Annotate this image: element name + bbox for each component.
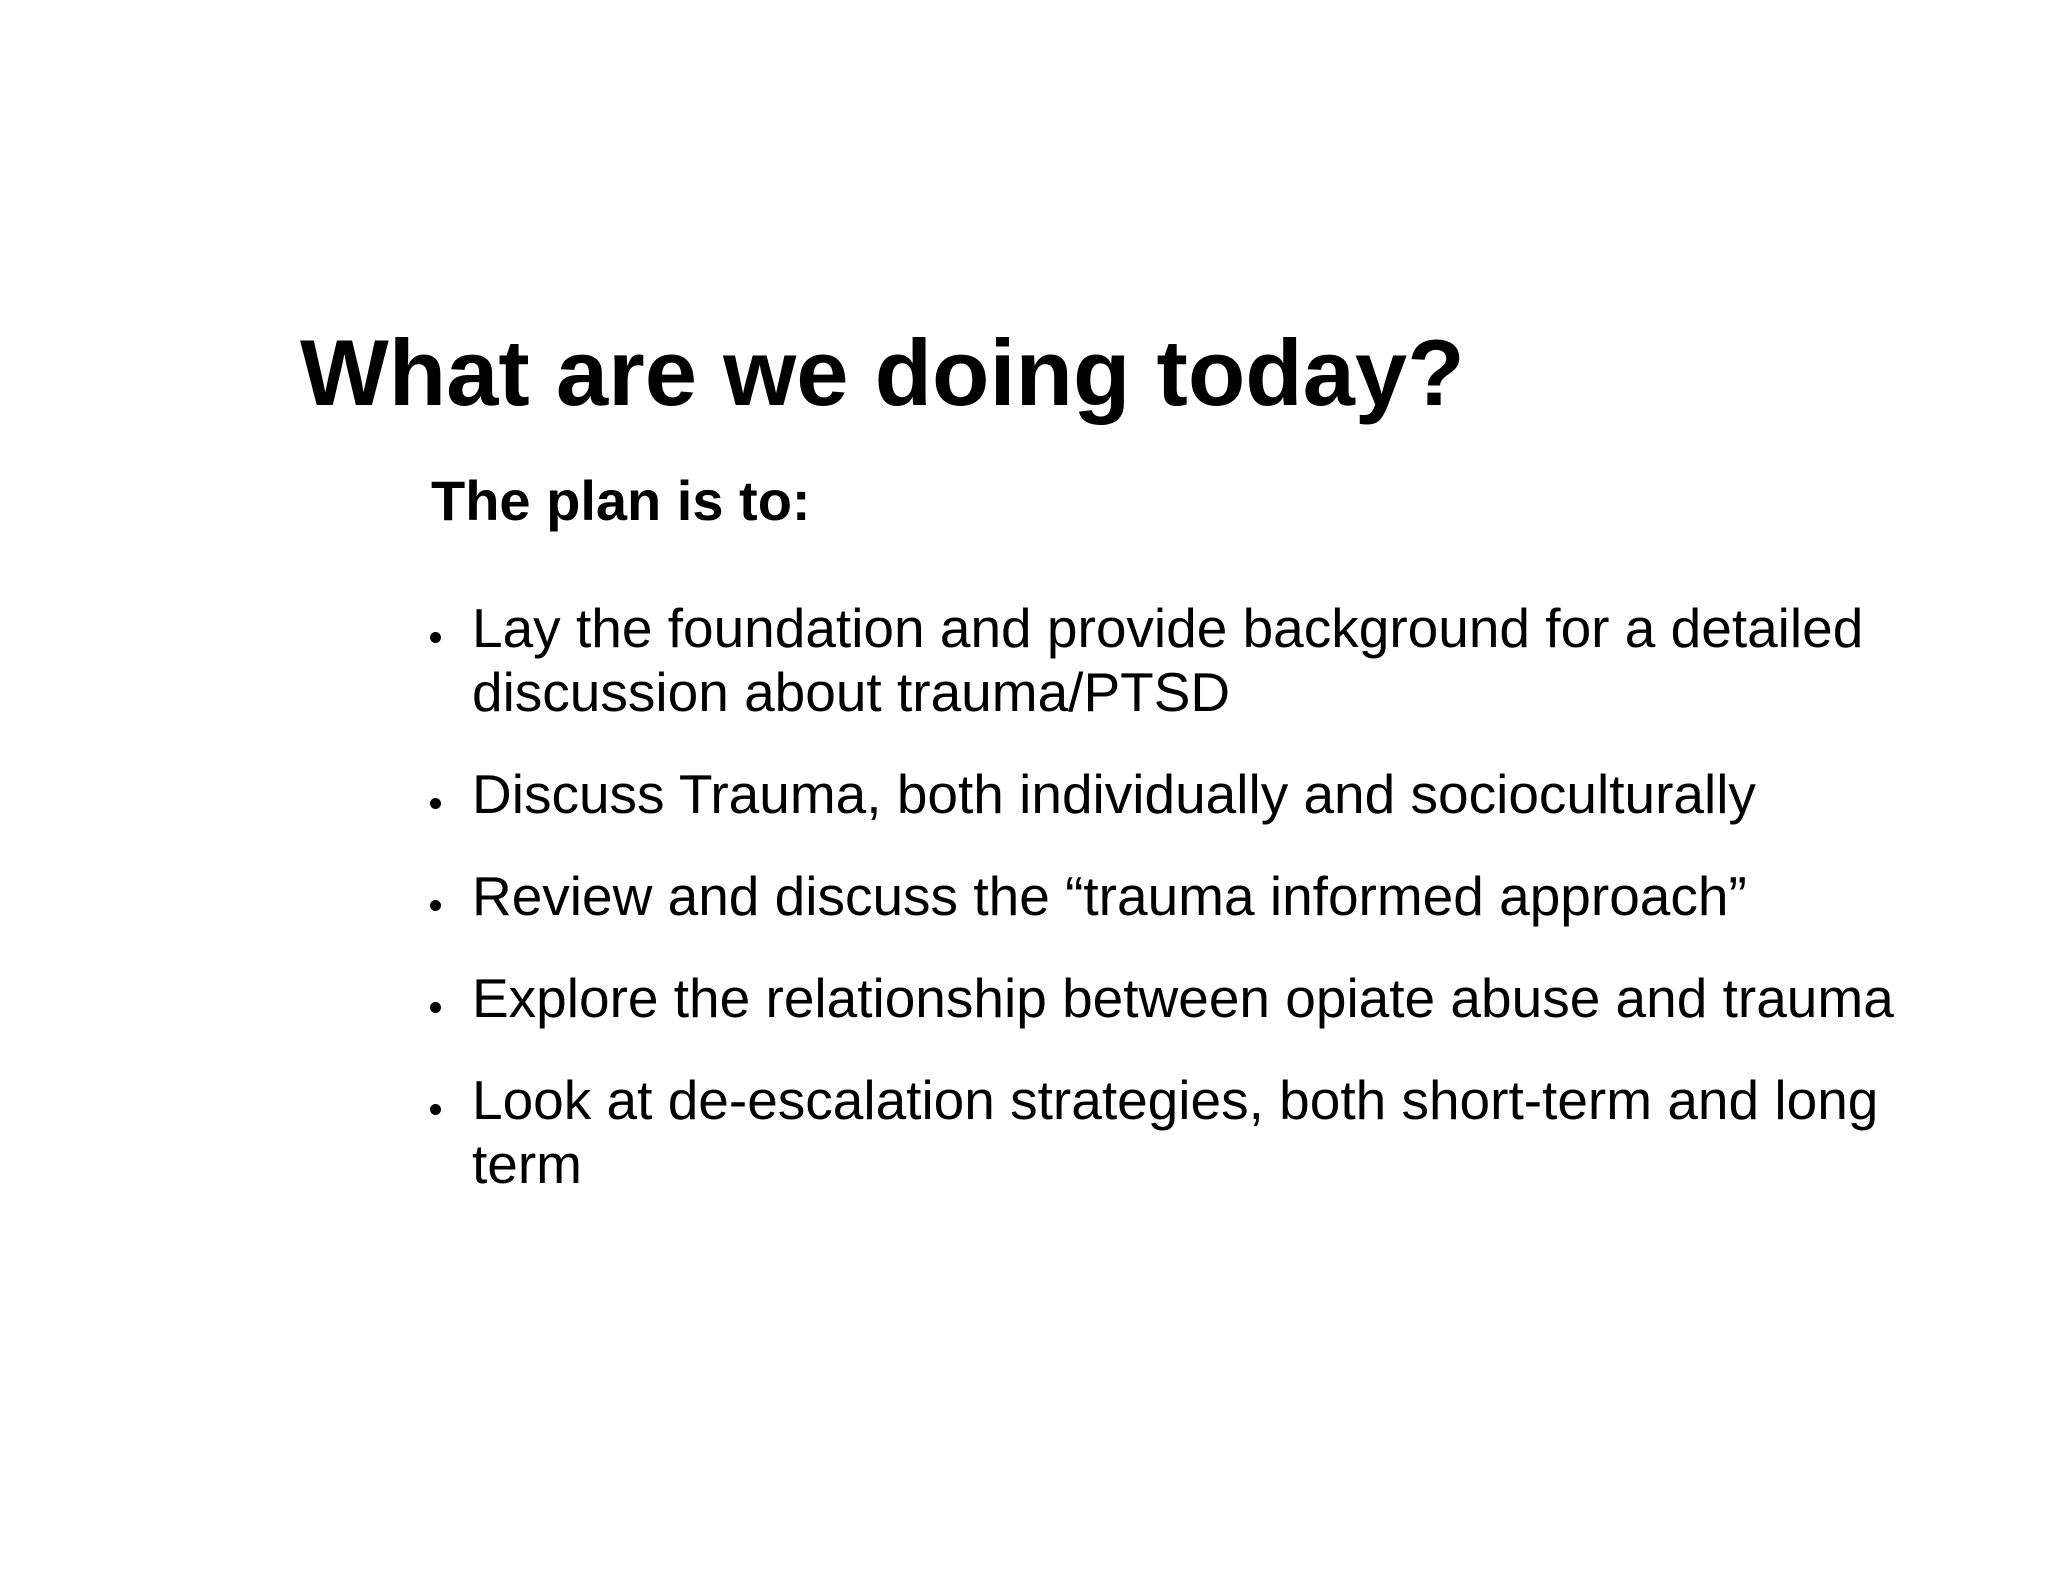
slide-subtitle: The plan is to: xyxy=(431,469,811,532)
bullet-text: Review and discuss the “trauma informed approach” xyxy=(472,865,1747,927)
bullet-text: Discuss Trauma, both individually and socioculturally xyxy=(472,763,1756,825)
bullet-item xyxy=(425,762,1985,826)
bullet-text: Explore the relationship between opiate abuse and trauma xyxy=(472,967,1894,1029)
bullet-item xyxy=(425,966,1985,1030)
bullet-dot-icon xyxy=(430,632,441,643)
slide-title: What are we doing today? xyxy=(300,320,1465,425)
bullet-item xyxy=(425,864,1985,928)
bullet-dot-icon xyxy=(430,900,441,911)
bullet-dot-icon xyxy=(430,1002,441,1013)
bullet-text: Lay the foundation and provide background for a detailed discussion about trauma/PTSD xyxy=(472,597,1864,723)
bullet-text: Look at de-escalation strategies, both short-term and long term xyxy=(472,1069,1879,1195)
bullet-list xyxy=(425,596,1985,1234)
bullet-item xyxy=(425,596,1985,724)
bullet-item xyxy=(425,1068,1985,1196)
bullet-dot-icon xyxy=(430,798,441,809)
bullet-dot-icon xyxy=(430,1104,441,1115)
